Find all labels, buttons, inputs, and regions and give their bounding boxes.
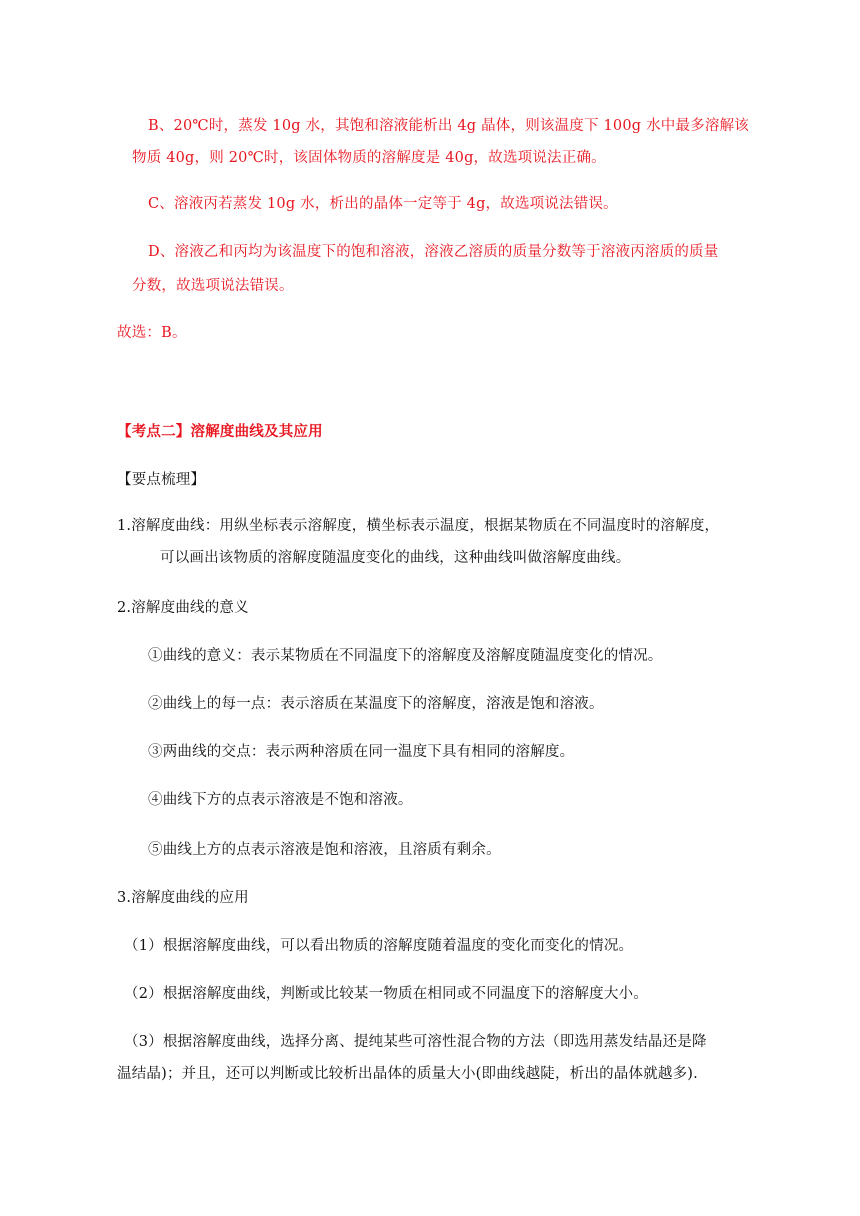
meaning-item: ①曲线的意义：表示某物质在不同温度下的溶解度及溶解度随温度变化的情况。 [148, 648, 663, 664]
answer-conclusion: 故选：B。 [117, 325, 187, 341]
application-item: （2）根据溶解度曲线，判断或比较某一物质在相同或不同温度下的溶解度大小。 [124, 986, 648, 1002]
option-b-line1: B、20℃时，蒸发 10g 水，其饱和溶液能析出 4g 晶体，则该温度下 100g 水中最多溶解该 [148, 118, 749, 134]
meaning-item: ④曲线下方的点表示溶液是不饱和溶液。 [148, 792, 413, 808]
meaning-item: ②曲线上的每一点：表示溶质在某温度下的溶解度，溶液是饱和溶液。 [148, 696, 604, 712]
item1-line1: 1.溶解度曲线：用纵坐标表示溶解度，横坐标表示温度，根据某物质在不同温度时的溶解度， [117, 518, 720, 534]
application-item-line2: 温结晶)；并且，还可以判断或比较析出晶体的质量大小(即曲线越陡，析出的晶体就越多). [117, 1066, 698, 1082]
option-b-line2: 物质 40g，则 20℃时，该固体物质的溶解度是 40g，故选项说法正确。 [132, 150, 606, 166]
option-d-line1: D、溶液乙和丙均为该温度下的饱和溶液，溶液乙溶质的质量分数等于溶液丙溶质的质量 [148, 244, 719, 260]
meaning-item: ⑤曲线上方的点表示溶液是饱和溶液，且溶质有剩余。 [148, 842, 501, 858]
option-c: C、溶液丙若蒸发 10g 水，析出的晶体一定等于 4g，故选项说法错误。 [148, 196, 618, 212]
application-item: （3）根据溶解度曲线，选择分离、提纯某些可溶性混合物的方法（即选用蒸发结晶还是降 [124, 1034, 707, 1050]
section-subheading: 【要点梳理】 [117, 472, 206, 488]
section-heading: 【考点二】溶解度曲线及其应用 [117, 423, 323, 440]
item1-line2: 可以画出该物质的溶解度随温度变化的曲线，这种曲线叫做溶解度曲线。 [160, 550, 631, 566]
item2-title: 2.溶解度曲线的意义 [117, 600, 249, 616]
item3-title: 3.溶解度曲线的应用 [117, 890, 249, 906]
option-d-line2: 分数，故选项说法错误。 [132, 278, 294, 294]
application-item: （1）根据溶解度曲线，可以看出物质的溶解度随着温度的变化而变化的情况。 [124, 938, 634, 954]
meaning-item: ③两曲线的交点：表示两种溶质在同一温度下具有相同的溶解度。 [148, 744, 575, 760]
